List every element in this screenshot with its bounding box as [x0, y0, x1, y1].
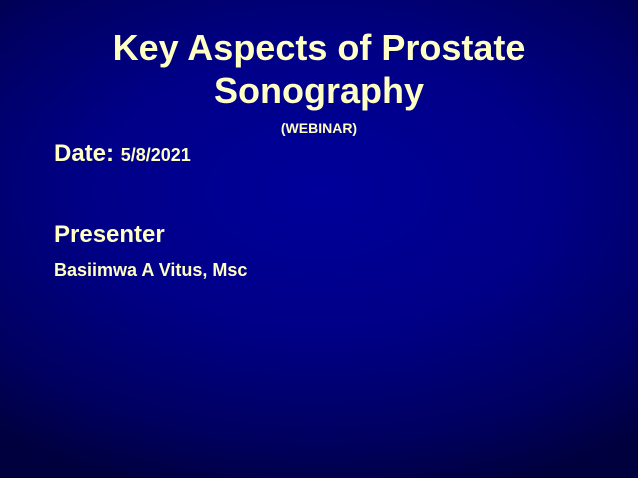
- presenter-name: Basiimwa A Vitus, Msc: [54, 260, 248, 280]
- slide-title: [0, 26, 638, 112]
- date-row: [54, 139, 191, 170]
- date-label: Date:: [54, 140, 121, 167]
- slide-subtitle: (WEBINAR): [280, 120, 358, 136]
- presenter-heading: Presenter: [54, 221, 165, 248]
- date-value: 5/8/2021: [120, 145, 191, 165]
- slide-title-line-2: Sonography: [213, 70, 424, 111]
- slide-title-line-1: Key Aspects of Prostate: [112, 27, 526, 68]
